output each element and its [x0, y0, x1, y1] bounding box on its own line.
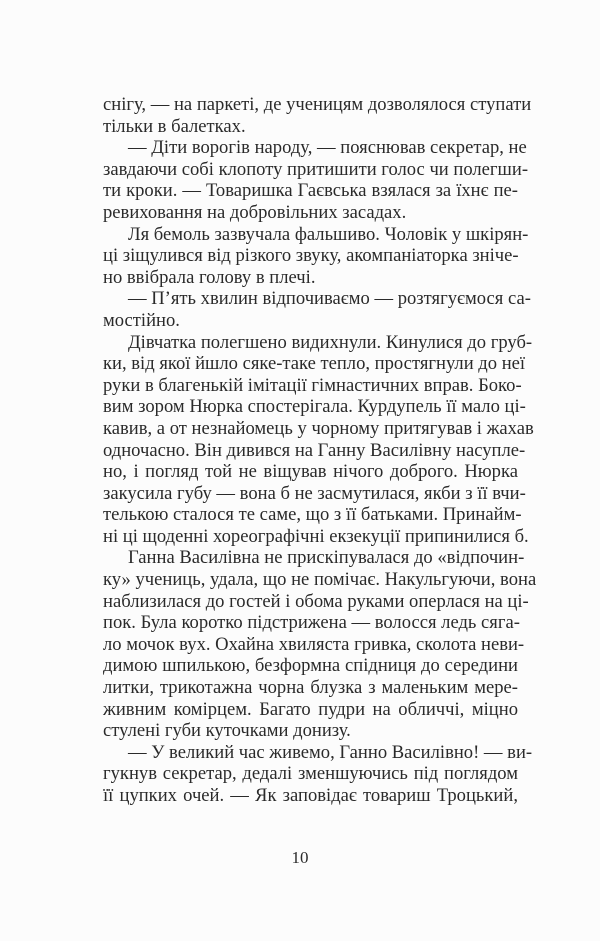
text-line: закусила губу — вона б не засмутилася, якби з її вчи- — [103, 482, 526, 504]
text-line: одночасно. Він дивився на Ганну Василівну насупле- — [103, 439, 526, 461]
text-line: Ля бемоль зазвучала фальшиво. Чоловік у шкірян- — [128, 223, 529, 245]
text-line: телькою сталося те саме, що з її батьками. Принайм- — [103, 504, 522, 526]
text-line: ло мочок вух. Охайна хвиляста гривка, сколота неви- — [103, 633, 525, 655]
text-line: но ввібрала голову в плечі. — [103, 266, 316, 288]
text-line: наблизилася до гостей і обома руками оперлася на ці- — [103, 590, 529, 612]
text-line: Дівчатка полегшено видихнули. Кинулися до груб- — [128, 331, 533, 353]
text-line: ні ці щоденні хореографічні екзекуції припинилися б. — [103, 525, 529, 547]
text-line: руки в благенькій імітації гімнастичних вправ. Боко- — [103, 374, 522, 396]
text-line: вим зором Нюрка спостерігала. Курдупель її мало ці- — [103, 396, 526, 418]
text-line: гукнув секретар, дедалі зменшуючись під поглядом — [103, 763, 518, 785]
text-line: тільки в балетках. — [103, 115, 246, 137]
page-number: 10 — [291, 848, 309, 867]
text-line: пок. Була коротко підстрижена — волосся ледь сяга- — [103, 612, 520, 634]
text-line: кавив, а от незнайомець у чорному притягував і жахав — [103, 417, 534, 439]
text-line: литки, трикотажна чорна блузка з маленьким мере- — [103, 677, 518, 699]
body-text — [103, 94, 537, 807]
text-line: ти кроки. — Товаришка Гаєвська взялася за їхнє пе- — [103, 180, 518, 202]
text-line: ку» учениць, удала, що не помічає. Накульгуючи, вона — [103, 569, 537, 591]
text-line: стулені губи куточками донизу. — [103, 720, 351, 742]
text-line: ревиховання на добровільних засадах. — [103, 201, 407, 223]
text-line: снігу, — на паркеті, де ученицям дозволялося ступати — [103, 94, 532, 115]
text-line: — П’ять хвилин відпочиваємо — розтягуємося са- — [128, 288, 531, 310]
text-line: мостійно. — [103, 309, 180, 331]
text-line: її цупких очей. — Як заповідає товариш Троцький, — [103, 785, 518, 806]
text-line: живним комірцем. Багато пудри на обличчі, міцно — [103, 698, 518, 720]
text-line: димою шпилькою, безформна спідниця до середини — [103, 655, 518, 677]
text-line: но, і погляд той не віщував нічого доброго. Нюрка — [103, 461, 518, 483]
text-line: ки, від якої йшло сяке-таке тепло, простягнули до неї — [103, 353, 526, 375]
text-line: завдаючи собі клопоту притишити голос чи полегши- — [103, 158, 529, 180]
text-line: ці зіщулився від різкого звуку, акомпаніаторка зніче- — [103, 245, 519, 267]
text-line: — Діти ворогів народу, — пояснював секретар, не — [128, 137, 527, 159]
text-line: Ганна Василівна не прискіпувалася до «відпочин- — [128, 547, 525, 569]
text-line: — У великий час живемо, Ганно Василівно! — ви- — [128, 741, 533, 763]
